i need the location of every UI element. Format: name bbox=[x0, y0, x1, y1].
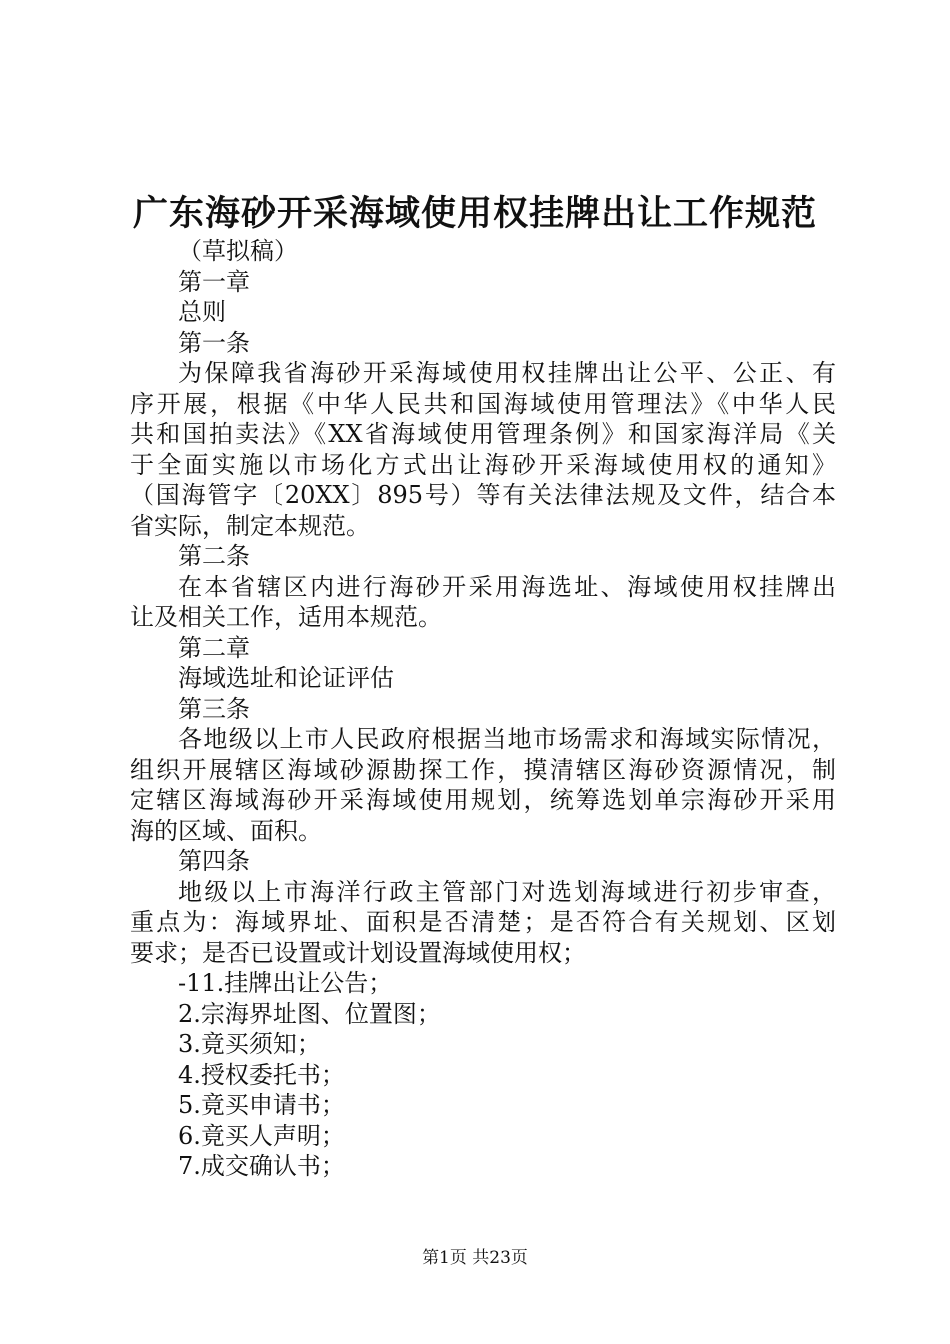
list-item: 6.竟买人声明； bbox=[178, 1121, 345, 1150]
article-heading: 第四条 bbox=[178, 847, 250, 875]
paragraph-line: 在本省辖区内进行海砂开采用海选址、海域使用权挂牌出 bbox=[178, 572, 836, 601]
list-item: 4.授权委托书； bbox=[178, 1060, 345, 1089]
paragraph-line: 让及相关工作，适用本规范。 bbox=[130, 603, 442, 631]
paragraph-line: 各地级以上市人民政府根据当地市场需求和海域实际情况， bbox=[178, 725, 836, 753]
chapter-heading: 第二章 bbox=[178, 633, 250, 662]
paragraph-line: 省实际，制定本规范。 bbox=[130, 511, 370, 540]
draft-note: （草拟稿） bbox=[178, 237, 298, 265]
paragraph-line: 组织开展辖区海域砂源勘探工作，摸清辖区海砂资源情况，制 bbox=[130, 755, 836, 784]
article-heading: 第二条 bbox=[178, 542, 250, 570]
list-item: 5.竟买申请书； bbox=[178, 1091, 345, 1119]
paragraph-line: 要求；是否已设置或计划设置海域使用权； bbox=[130, 938, 586, 967]
list-item: 2.宗海界址图、位置图； bbox=[178, 999, 441, 1028]
paragraph-line: 定辖区海域海砂开采海域使用规划，统筹选划单宗海砂开采用 bbox=[130, 786, 836, 814]
list-item: 7.成交确认书； bbox=[178, 1152, 345, 1180]
chapter-heading: 第一章 bbox=[178, 267, 250, 296]
paragraph-line: 为保障我省海砂开采海域使用权挂牌出让公平、公正、有 bbox=[178, 359, 836, 387]
paragraph-line: 于全面实施以市场化方式出让海砂开采海域使用权的通知》 bbox=[130, 450, 836, 479]
document-body bbox=[130, 236, 836, 1182]
paragraph-line: （国海管字〔20XX〕895号）等有关法律法规及文件，结合本 bbox=[130, 481, 836, 509]
list-item: 3.竟买须知； bbox=[178, 1030, 321, 1058]
list-item: -11.挂牌出让公告； bbox=[178, 969, 393, 997]
paragraph-line: 重点为：海域界址、面积是否清楚；是否符合有关规划、区划 bbox=[130, 908, 836, 936]
article-heading: 第三条 bbox=[178, 694, 250, 723]
page-number-footer: 第1页 共23页 bbox=[422, 1248, 528, 1268]
chapter-title: 海域选址和论证评估 bbox=[178, 664, 394, 692]
chapter-title: 总则 bbox=[178, 298, 226, 326]
article-heading: 第一条 bbox=[178, 328, 250, 357]
document-title: 广东海砂开采海域使用权挂牌出让工作规范 bbox=[132, 193, 817, 234]
paragraph-line: 共和国拍卖法》《XX省海域使用管理条例》和国家海洋局《关 bbox=[130, 420, 836, 448]
paragraph-line: 序开展，根据《中华人民共和国海域使用管理法》《中华人民 bbox=[130, 389, 836, 418]
paragraph-line: 海的区域、面积。 bbox=[130, 816, 322, 845]
paragraph-line: 地级以上市海洋行政主管部门对选划海域进行初步审查， bbox=[178, 877, 836, 906]
